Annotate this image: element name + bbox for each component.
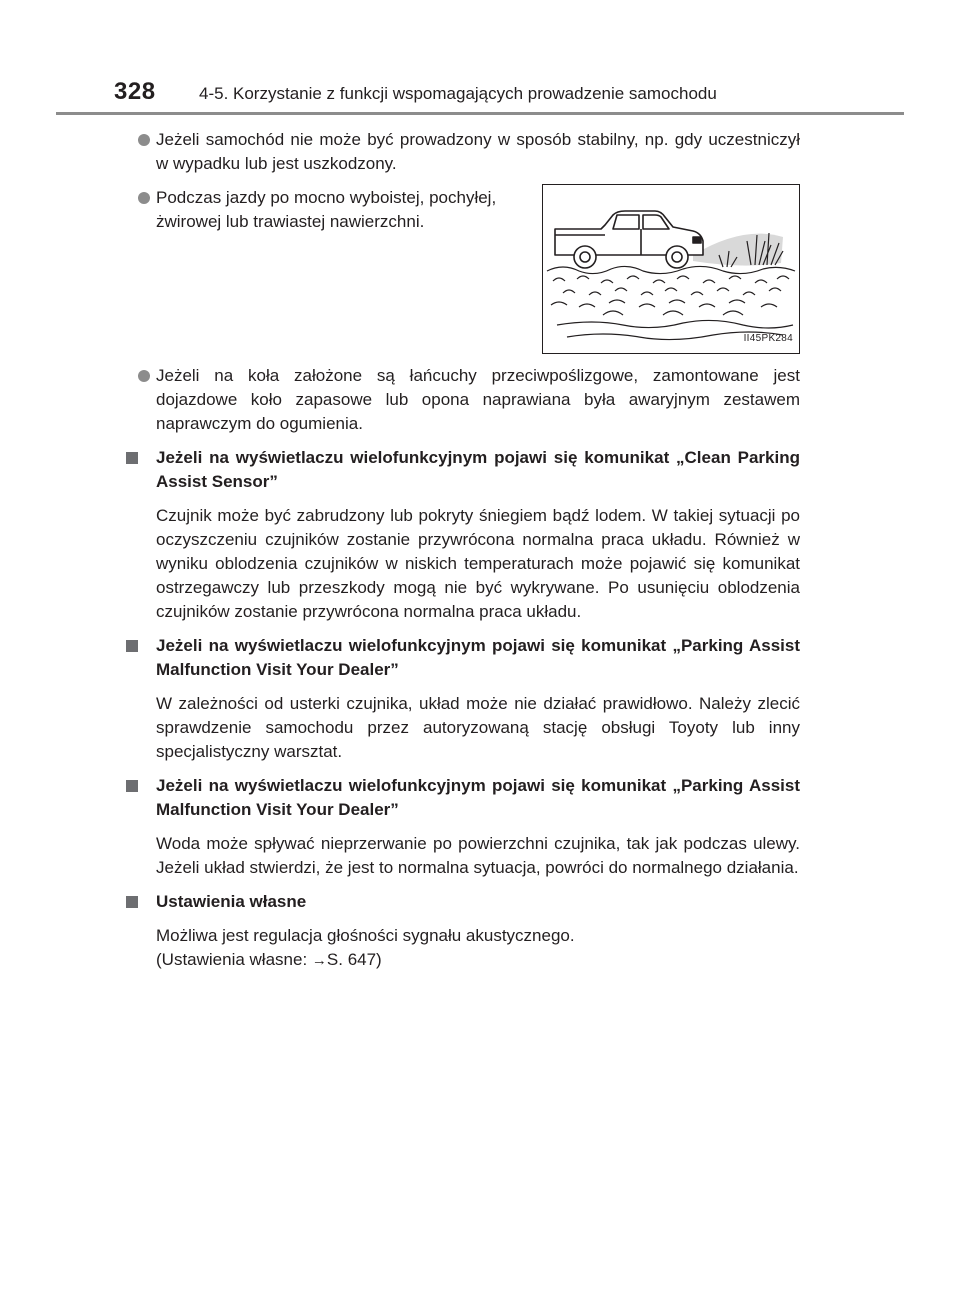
page-header bbox=[0, 0, 960, 116]
bullet-dot-icon bbox=[138, 192, 150, 204]
section-title: Jeżeli na wyświetlaczu wielofunkcyjnym pojawi się komunikat „Parking Assist Malfunction Visit Your Dealer” bbox=[156, 636, 800, 679]
page-content bbox=[126, 128, 800, 983]
section-title: Jeżeli na wyświetlaczu wielofunkcyjnym pojawi się komunikat „Clean Parking Assist Sensor” bbox=[156, 448, 800, 491]
section bbox=[126, 774, 800, 880]
header-divider bbox=[56, 112, 904, 115]
section-body-line: Możliwa jest regulacja głośności sygnału akustycznego. bbox=[156, 926, 575, 945]
custom-settings-prefix: (Ustawienia własne: bbox=[156, 950, 312, 969]
section-body: Woda może spływać nieprzerwanie po powierzchni czujnika, tak jak podczas ulewy. Jeżeli układ stwierdzi, że jest to normalna sytuacja, powróci do normalnego działania. bbox=[156, 834, 800, 877]
section-marker-icon bbox=[126, 452, 138, 464]
bullet-text: Jeżeli samochód nie może być prowadzony w sposób stabilny, np. gdy uczestniczył w wypadku lub jest uszkodzony. bbox=[156, 130, 800, 173]
figure-code: II45PK284 bbox=[743, 333, 793, 344]
bullet-text: Jeżeli na koła założone są łańcuchy przeciwpoślizgowe, zamontowane jest dojazdowe koło zapasowe lub opona naprawiana była awaryjnym zestawem naprawczym do ogumienia. bbox=[156, 366, 800, 433]
section-body bbox=[126, 924, 800, 973]
bullet-with-figure bbox=[126, 186, 800, 354]
section-title: Ustawienia własne bbox=[156, 892, 307, 911]
arrow-right-icon: → bbox=[311, 952, 327, 969]
bullet-item bbox=[126, 128, 800, 176]
bullet-text: Podczas jazdy po mocno wyboistej, pochyłej, żwirowej lub trawiastej nawierzchni. bbox=[156, 188, 497, 231]
bullet-item bbox=[126, 364, 800, 436]
section-title: Jeżeli na wyświetlaczu wielofunkcyjnym pojawi się komunikat „Parking Assist Malfunction Visit Your Dealer” bbox=[156, 776, 800, 819]
section-marker-icon bbox=[126, 640, 138, 652]
section-body: Czujnik może być zabrudzony lub pokryty śniegiem bądź lodem. W takiej sytuacji po oczyszczeniu czujników zostanie przywrócona normalna praca układu. Również w wyniku oblodzenia czujników w niskich temperaturach może pojawić się komunikat ostrzegawczy lub przeszkody mogą nie być wykrywane. Po usunięciu oblodzenia czujników zostanie przywrócona normalna praca układu. bbox=[156, 506, 800, 621]
page-reference-link[interactable]: S. 647) bbox=[326, 950, 382, 969]
section-marker-icon bbox=[126, 896, 138, 908]
bullet-dot-icon bbox=[138, 370, 150, 382]
bullet-item bbox=[126, 186, 511, 354]
section bbox=[126, 446, 800, 624]
section-body-line bbox=[156, 948, 800, 973]
section-marker-icon bbox=[126, 780, 138, 792]
page-number: 328 bbox=[114, 78, 156, 105]
chapter-title: 4-5. Korzystanie z funkcji wspomagających prowadzenie samochodu bbox=[199, 84, 717, 103]
section bbox=[126, 634, 800, 764]
section-body: W zależności od usterki czujnika, układ może nie działać prawidłowo. Należy zlecić sprawdzenie samochodu przez autoryzowaną stację obsługi Toyoty lub inny specjalistyczny warsztat. bbox=[156, 694, 800, 761]
section bbox=[126, 890, 800, 973]
rough-terrain-illustration bbox=[542, 184, 800, 354]
bullet-dot-icon bbox=[138, 134, 150, 146]
